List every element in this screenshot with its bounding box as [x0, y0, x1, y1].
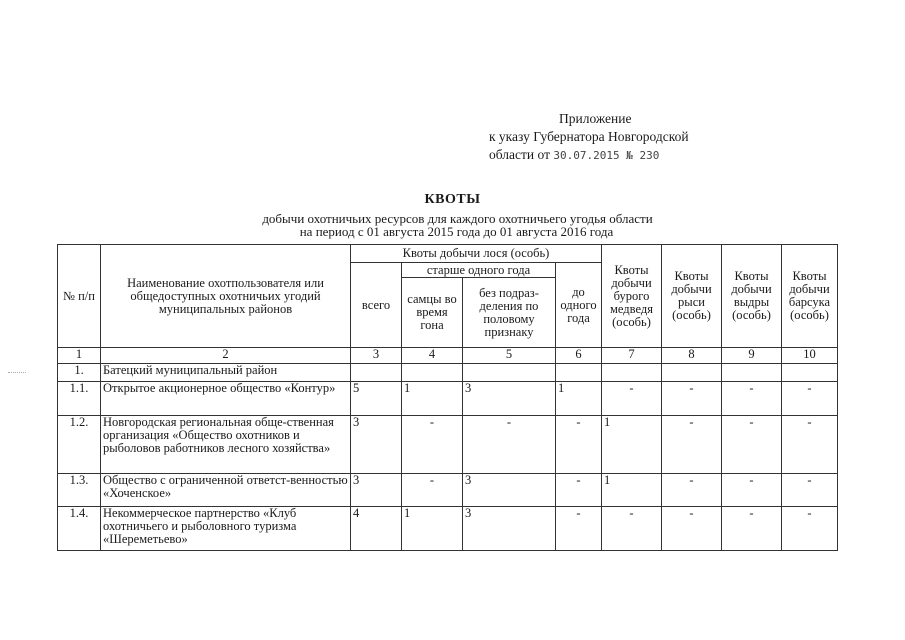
- col-number: 7: [602, 348, 662, 364]
- row-num: 1.4.: [58, 507, 101, 551]
- header-males: самцы во время гона: [402, 278, 463, 348]
- cell-nosex: 3: [463, 474, 556, 507]
- cell-nosex: 3: [463, 507, 556, 551]
- appendix-line-3: [489, 146, 689, 165]
- header-total: всего: [351, 263, 402, 348]
- cell-total: 5: [351, 382, 402, 416]
- col-number: 10: [782, 348, 838, 364]
- cell-young: -: [556, 416, 602, 474]
- cell-badger: -: [782, 474, 838, 507]
- appendix-line-3-prefix: области от: [489, 147, 550, 162]
- col-number: 1: [58, 348, 101, 364]
- cell-males: -: [402, 416, 463, 474]
- cell-otter: -: [722, 474, 782, 507]
- header-name: Наименование охотпользователя или общедоступных охотничьих угодий муниципальных районов: [101, 245, 351, 348]
- header-badger: Квоты добычи барсука (особь): [782, 245, 838, 348]
- row-num: 1.1.: [58, 382, 101, 416]
- cell-young: -: [556, 474, 602, 507]
- table-row: [58, 416, 838, 474]
- appendix-date: 30.07.2015 № 230: [553, 149, 660, 162]
- cell-young: 1: [556, 382, 602, 416]
- header-bear: Квоты добычи бурого медведя (особь): [602, 245, 662, 348]
- header-num: № п/п: [58, 245, 101, 348]
- cell-total: 3: [351, 416, 402, 474]
- row-name: Общество с ограниченной ответст-венностью «Хоченское»: [101, 474, 351, 507]
- cell-lynx: -: [662, 507, 722, 551]
- cell-nosex: 3: [463, 382, 556, 416]
- subtitle-line-2: на период с 01 августа 2015 года до 01 августа 2016 года: [299, 224, 614, 239]
- section-name: Батецкий муниципальный район: [101, 364, 351, 382]
- cell-lynx: -: [662, 382, 722, 416]
- row-name: Некоммерческое партнерство «Клуб охотничьего и рыболовного туризма «Шереметьево»: [101, 507, 351, 551]
- col-number: 3: [351, 348, 402, 364]
- header-row-1: [58, 245, 838, 263]
- header-older: старше одного года: [402, 263, 556, 278]
- cell-lynx: -: [662, 416, 722, 474]
- row-name: Новгородская региональная обще-ственная организация «Общество охотников и рыболовов работников лесного хозяйства»: [101, 416, 351, 474]
- appendix-line-2: к указу Губернатора Новгородской: [489, 129, 689, 144]
- cell-males: 1: [402, 382, 463, 416]
- cell-lynx: -: [662, 474, 722, 507]
- cell-young: -: [556, 507, 602, 551]
- cell-otter: -: [722, 382, 782, 416]
- document-title: КВОТЫ: [424, 192, 481, 207]
- cell-bear: 1: [602, 474, 662, 507]
- cell-badger: -: [782, 416, 838, 474]
- row-num: 1.3.: [58, 474, 101, 507]
- cell-otter: -: [722, 416, 782, 474]
- column-number-row: [58, 348, 838, 364]
- header-young: до одного года: [556, 263, 602, 348]
- cell-badger: -: [782, 507, 838, 551]
- cell-otter: -: [722, 507, 782, 551]
- table-row: [58, 474, 838, 507]
- cell-badger: -: [782, 382, 838, 416]
- col-number: 8: [662, 348, 722, 364]
- col-number: 6: [556, 348, 602, 364]
- section-num: 1.: [58, 364, 101, 382]
- cell-total: 4: [351, 507, 402, 551]
- table-row: [58, 507, 838, 551]
- subtitle-line-1: добычи охотничьих ресурсов для каждого охотничьего угодья области: [262, 211, 653, 226]
- row-num: 1.2.: [58, 416, 101, 474]
- cell-bear: -: [602, 382, 662, 416]
- quota-table: [57, 244, 838, 551]
- cell-males: -: [402, 474, 463, 507]
- col-number: 4: [402, 348, 463, 364]
- appendix-block: [489, 110, 689, 165]
- header-moose: Квоты добычи лося (особь): [351, 245, 602, 263]
- row-name: Открытое акционерное общество «Контур»: [101, 382, 351, 416]
- col-number: 9: [722, 348, 782, 364]
- header-lynx: Квоты добычи рыси (особь): [662, 245, 722, 348]
- col-number: 5: [463, 348, 556, 364]
- scan-mark: [8, 372, 26, 373]
- header-otter: Квоты добычи выдры (особь): [722, 245, 782, 348]
- cell-males: 1: [402, 507, 463, 551]
- document-subtitle: [0, 212, 905, 238]
- cell-bear: 1: [602, 416, 662, 474]
- section-row: [58, 364, 838, 382]
- header-nosex: без подраз-деления по половому признаку: [463, 278, 556, 348]
- cell-bear: -: [602, 507, 662, 551]
- cell-nosex: -: [463, 416, 556, 474]
- table-row: [58, 382, 838, 416]
- cell-total: 3: [351, 474, 402, 507]
- appendix-line-1: Приложение: [559, 111, 632, 126]
- col-number: 2: [101, 348, 351, 364]
